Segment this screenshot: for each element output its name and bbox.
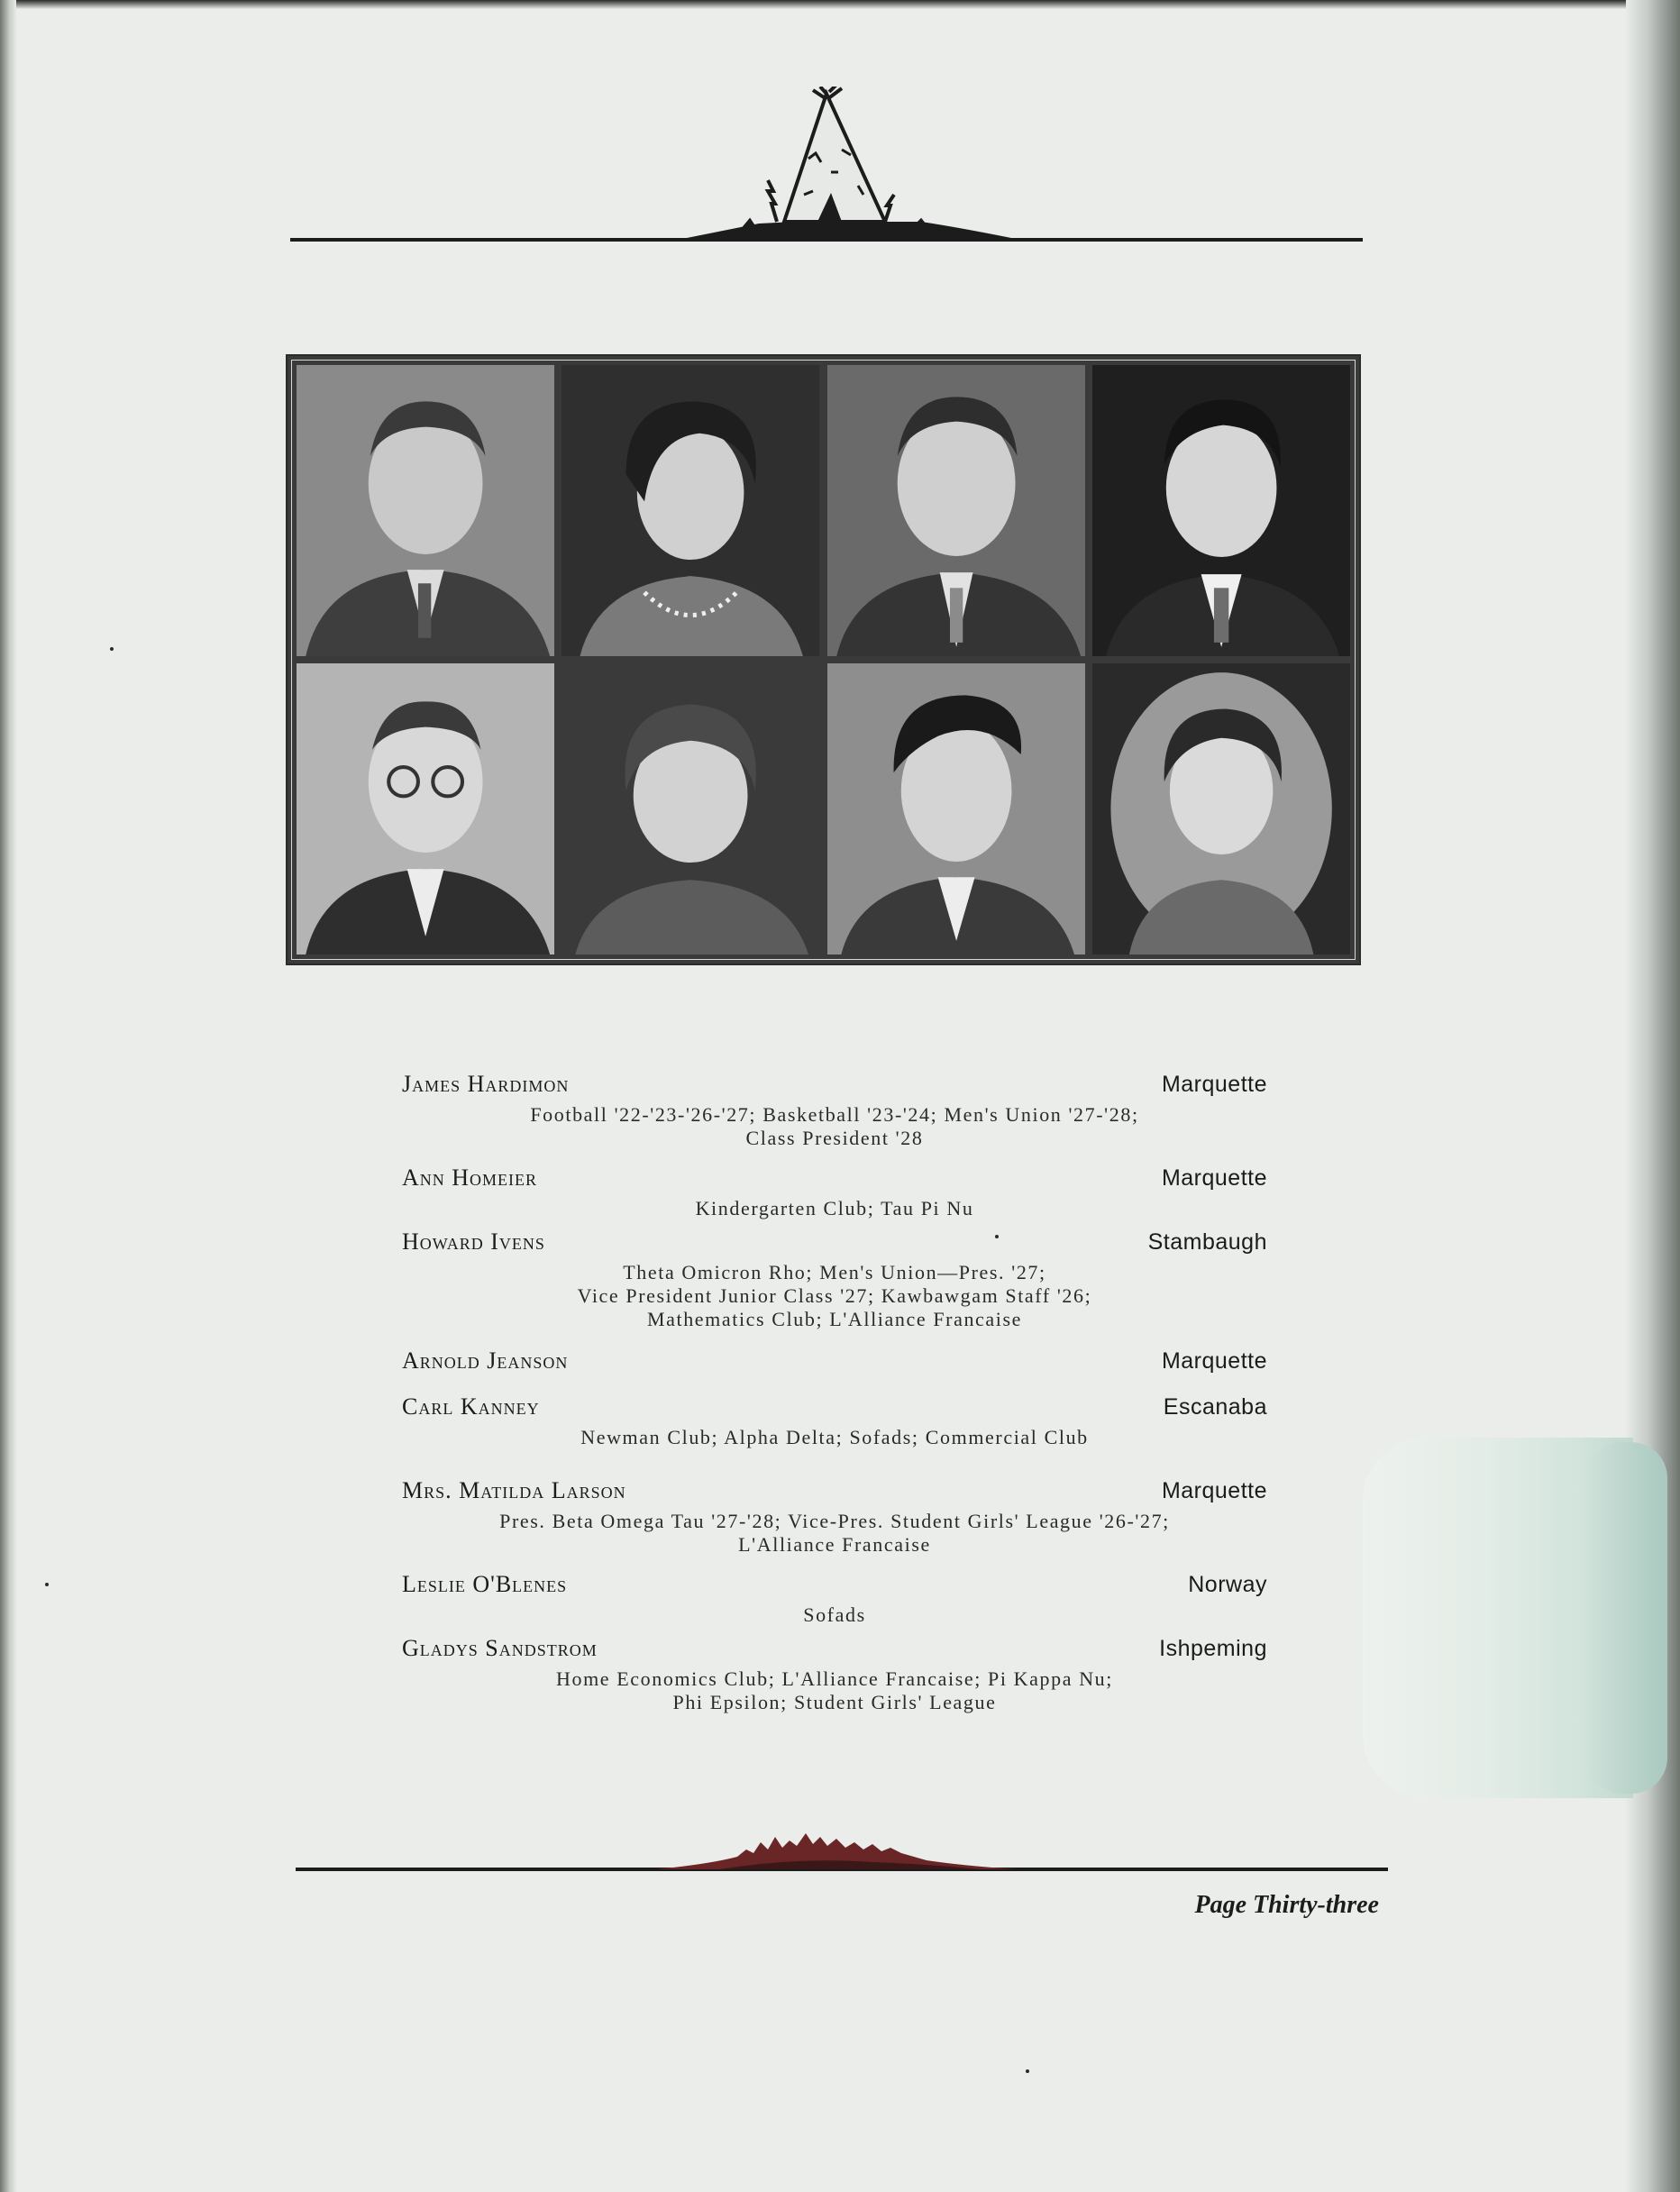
activities-line: Phi Epsilon; Student Girls' League: [672, 1691, 997, 1713]
activities-line: Class President '28: [745, 1127, 924, 1149]
activities-line: Kindergarten Club; Tau Pi Nu: [695, 1197, 974, 1219]
speck: [110, 647, 114, 651]
student-entry: [402, 1228, 1267, 1331]
tab-marker-shadow: [1586, 1442, 1667, 1794]
student-name: Leslie O'Blenes: [402, 1571, 568, 1597]
page-stack-edge: [1626, 0, 1680, 2192]
portrait-photo: [1092, 365, 1350, 656]
student-activities: [402, 1667, 1267, 1714]
student-entry: [402, 1071, 1267, 1150]
tipi-ornament: [290, 87, 1363, 249]
student-hometown: Norway: [1188, 1572, 1267, 1597]
student-name: Arnold Jeanson: [402, 1347, 569, 1374]
activities-line: Theta Omicron Rho; Men's Union—Pres. '27;: [623, 1261, 1046, 1283]
student-entry: [402, 1477, 1267, 1557]
activities-line: Mathematics Club; L'Alliance Francaise: [646, 1308, 1023, 1330]
student-hometown: Marquette: [1161, 1165, 1267, 1191]
student-entry: [402, 1164, 1267, 1220]
activities-line: Pres. Beta Omega Tau '27-'28; Vice-Pres. Student Girls' League '26-'27;: [499, 1510, 1170, 1532]
student-activities: [402, 1103, 1267, 1150]
student-activities: [402, 1197, 1267, 1220]
portrait-photo: [562, 365, 819, 656]
student-hometown: Marquette: [1161, 1072, 1267, 1097]
speck: [1026, 2069, 1029, 2073]
student-activities: [402, 1510, 1267, 1557]
student-activities: [402, 1426, 1267, 1449]
portrait-grid: [286, 354, 1361, 965]
forest-ornament: [296, 1810, 1388, 1887]
speck: [45, 1583, 49, 1586]
portrait-photo: [562, 663, 819, 954]
portrait-photo: [827, 663, 1085, 954]
student-hometown: Marquette: [1161, 1348, 1267, 1374]
page-binding-edge: [0, 0, 16, 2192]
student-entry: [402, 1635, 1267, 1714]
student-hometown: Stambaugh: [1147, 1229, 1267, 1255]
portrait-photo: [1092, 663, 1350, 954]
page-top-edge: [0, 0, 1680, 9]
student-activities: [402, 1261, 1267, 1331]
student-name: Howard Ivens: [402, 1228, 545, 1255]
student-name: James Hardimon: [402, 1071, 570, 1097]
portrait-photo: [297, 663, 554, 954]
activities-line: Home Economics Club; L'Alliance Francaise; Pi Kappa Nu;: [555, 1667, 1113, 1690]
portrait-photo: [297, 365, 554, 656]
activities-line: Newman Club; Alpha Delta; Sofads; Commercial Club: [580, 1426, 1089, 1448]
student-name: Mrs. Matilda Larson: [402, 1477, 626, 1503]
student-name: Carl Kanney: [402, 1393, 540, 1420]
student-entry: [402, 1347, 1267, 1375]
student-hometown: Ishpeming: [1159, 1636, 1267, 1661]
student-hometown: Escanaba: [1163, 1394, 1267, 1420]
student-activities: [402, 1603, 1267, 1627]
activities-line: L'Alliance Francaise: [738, 1533, 931, 1556]
activities-line: Sofads: [803, 1603, 866, 1626]
student-hometown: Marquette: [1161, 1478, 1267, 1503]
activities-line: Vice President Junior Class '27; Kawbawgam Staff '26;: [577, 1284, 1092, 1307]
student-name: Ann Homeier: [402, 1164, 538, 1191]
student-entry: [402, 1571, 1267, 1627]
activities-line: Football '22-'23-'26-'27; Basketball '23-'24; Men's Union '27-'28;: [530, 1103, 1139, 1126]
student-entry: [402, 1393, 1267, 1449]
speck: [995, 1235, 999, 1238]
portrait-photo: [827, 365, 1085, 656]
student-name: Gladys Sandstrom: [402, 1635, 598, 1661]
page-number: Page Thirty-three: [1194, 1891, 1379, 1919]
